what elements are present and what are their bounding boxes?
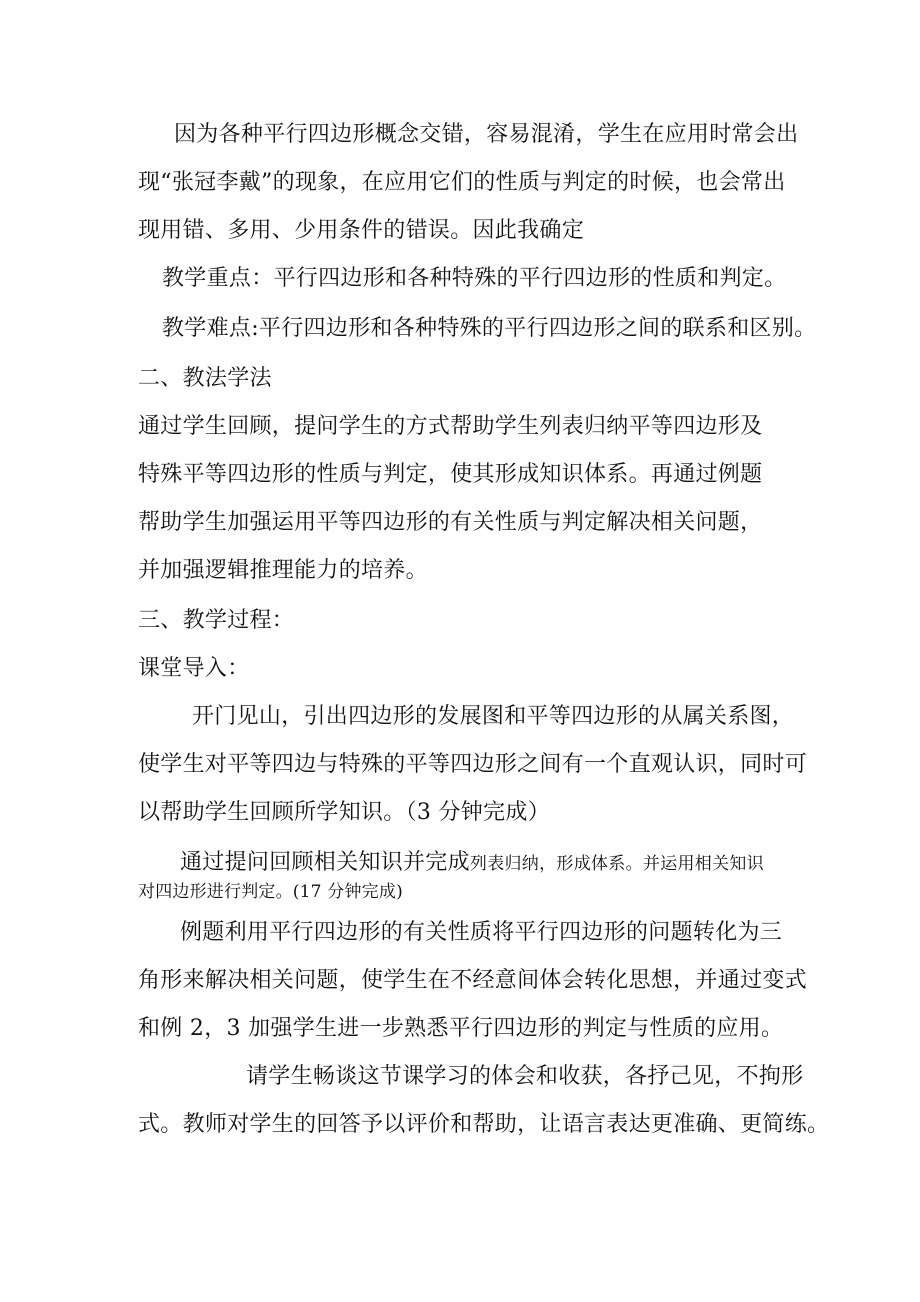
- paragraph-line: 例题利用平行四边形的有关性质将平行四边形的问题转化为三: [180, 920, 783, 945]
- paragraph-line: 开门见山，引出四边形的发展图和平等四边形的从属关系图，: [192, 704, 795, 729]
- section-heading: 三、教学过程：: [138, 608, 295, 633]
- paragraph-line: [180, 848, 764, 879]
- paragraph-line: 请学生畅谈这节课学习的体会和收获，各抒己见，不拘形: [246, 1064, 804, 1089]
- paragraph-text-small: 列表归纳，形成体系。并运用相关知识: [469, 854, 765, 874]
- paragraph-line: 通过学生回顾，提问学生的方式帮助学生列表归纳平等四边形及: [138, 414, 763, 439]
- subsection-heading: 课堂导入：: [138, 656, 250, 681]
- paragraph-line: 式。教师对学生的回答予以评价和帮助，让语言表达更准确、更简练。: [138, 1112, 830, 1137]
- paragraph-line: 帮助学生加强运用平等四边形的有关性质与判定解决相关问题，: [138, 510, 763, 535]
- paragraph-line: 和例 2，3 加强学生进一步熟悉平行四边形的判定与性质的应用。: [138, 1016, 784, 1041]
- paragraph-line: 以帮助学生回顾所学知识。（3 分钟完成）: [138, 800, 550, 825]
- key-point-line: 教学重点：平行四边形和各种特殊的平行四边形的性质和判定。: [162, 266, 787, 291]
- paragraph-line: 角形来解决相关问题，使学生在不经意间体会转化思想，并通过变式: [138, 968, 808, 993]
- paragraph-line: 对四边形进行判定。(17 分钟完成): [138, 882, 403, 902]
- section-heading: 二、教法学法: [138, 366, 272, 391]
- paragraph-line: 现用错、多用、少用条件的错误。因此我确定: [138, 218, 585, 243]
- paragraph-line: 因为各种平行四边形概念交错，容易混淆，学生在应用时常会出: [174, 122, 799, 147]
- paragraph-line: 并加强逻辑推理能力的培养。: [138, 558, 428, 583]
- paragraph-text-large: 通过提问回顾相关知识并完成: [180, 850, 470, 875]
- paragraph-line: 使学生对平等四边与特殊的平等四边形之间有一个直观认识，同时可: [138, 752, 808, 777]
- paragraph-line: 现“张冠李戴”的现象，在应用它们的性质与判定的时候，也会常出: [138, 170, 786, 195]
- paragraph-line: 特殊平等四边形的性质与判定，使其形成知识体系。再通过例题: [138, 462, 763, 487]
- difficult-point-line: 教学难点:平行四边形和各种特殊的平行四边形之间的联系和区别。: [162, 316, 817, 341]
